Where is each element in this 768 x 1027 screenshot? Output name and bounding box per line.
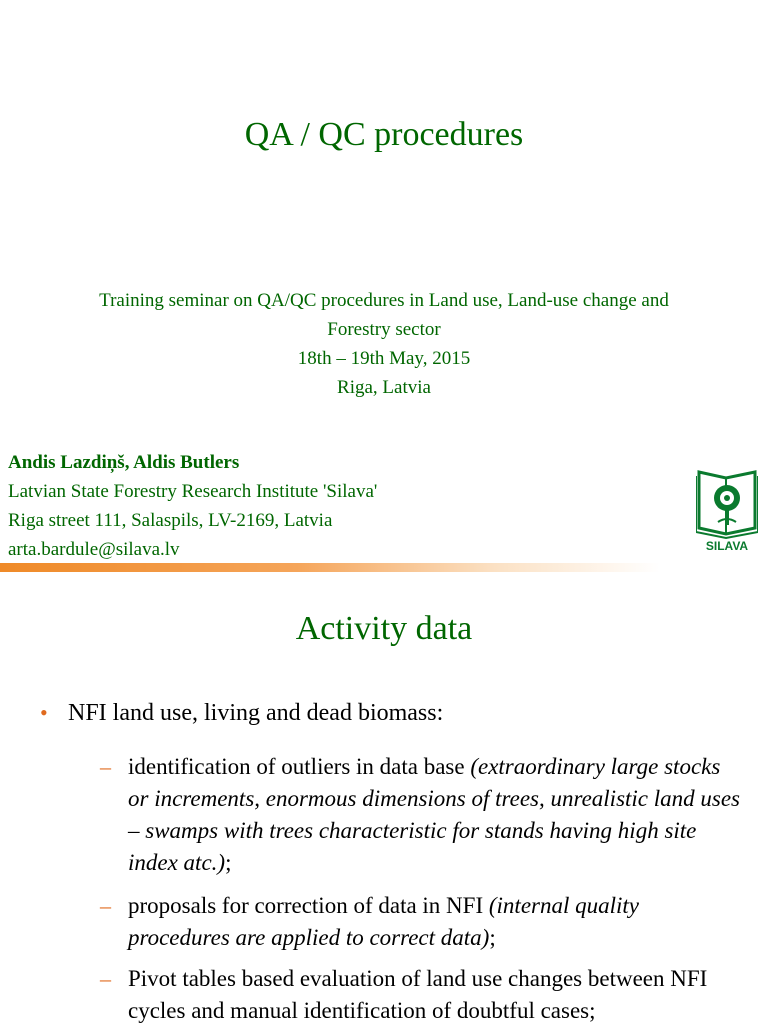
author-names: Andis Lazdiņš, Aldis Butlers <box>8 452 240 473</box>
sub-item-tail: ; <box>489 925 496 950</box>
tree-book-icon <box>696 464 758 554</box>
seminar-line-2: Forestry sector <box>327 319 441 340</box>
slide-divider <box>0 563 660 572</box>
main-bullet-text: NFI land use, living and dead biomass: <box>68 700 444 726</box>
seminar-line-1: Training seminar on QA/QC procedures in Land use, Land-use change and <box>99 290 669 311</box>
activity-data-title: Activity data <box>295 610 473 647</box>
seminar-info <box>20 286 748 402</box>
seminar-dates: 18th – 19th May, 2015 <box>297 348 471 369</box>
institute-name: Latvian State Forestry Research Institute 'Silava' <box>8 481 378 502</box>
sub-item-corrections <box>100 890 740 954</box>
svg-text:SILAVA: SILAVA <box>705 539 749 553</box>
author-block <box>8 448 377 564</box>
dash-icon: – <box>100 893 111 918</box>
bullet-dot-icon: • <box>40 700 48 725</box>
sub-item-outliers <box>100 751 740 879</box>
sub-item-italic: (internal quality procedures are applied to correct data) <box>128 893 639 950</box>
sub-item-text: proposals for correction of data in NFI <box>128 893 489 918</box>
institute-address: Riga street 111, Salaspils, LV-2169, Latvia <box>8 510 333 531</box>
silava-logo <box>696 464 758 554</box>
contact-email: arta.bardule@silava.lv <box>8 539 180 560</box>
dash-icon: – <box>100 966 111 991</box>
sub-item-tail: ; <box>225 850 232 875</box>
sub-item-text: Pivot tables based evaluation of land use changes between NFI cycles and manual identification of doubtful cases; <box>128 966 708 1023</box>
sub-item-pivot-tables <box>100 963 740 1027</box>
sub-item-text: identification of outliers in data base <box>128 754 471 779</box>
slide-title: QA / QC procedures <box>244 116 524 153</box>
main-bullet <box>40 700 443 727</box>
seminar-location: Riga, Latvia <box>337 377 431 398</box>
dash-icon: – <box>100 754 111 779</box>
sub-item-italic: (extraordinary large stocks or increments, enormous dimensions of trees, unrealistic land uses – swamps with trees characteristic for stands having high site index atc.) <box>128 754 741 875</box>
